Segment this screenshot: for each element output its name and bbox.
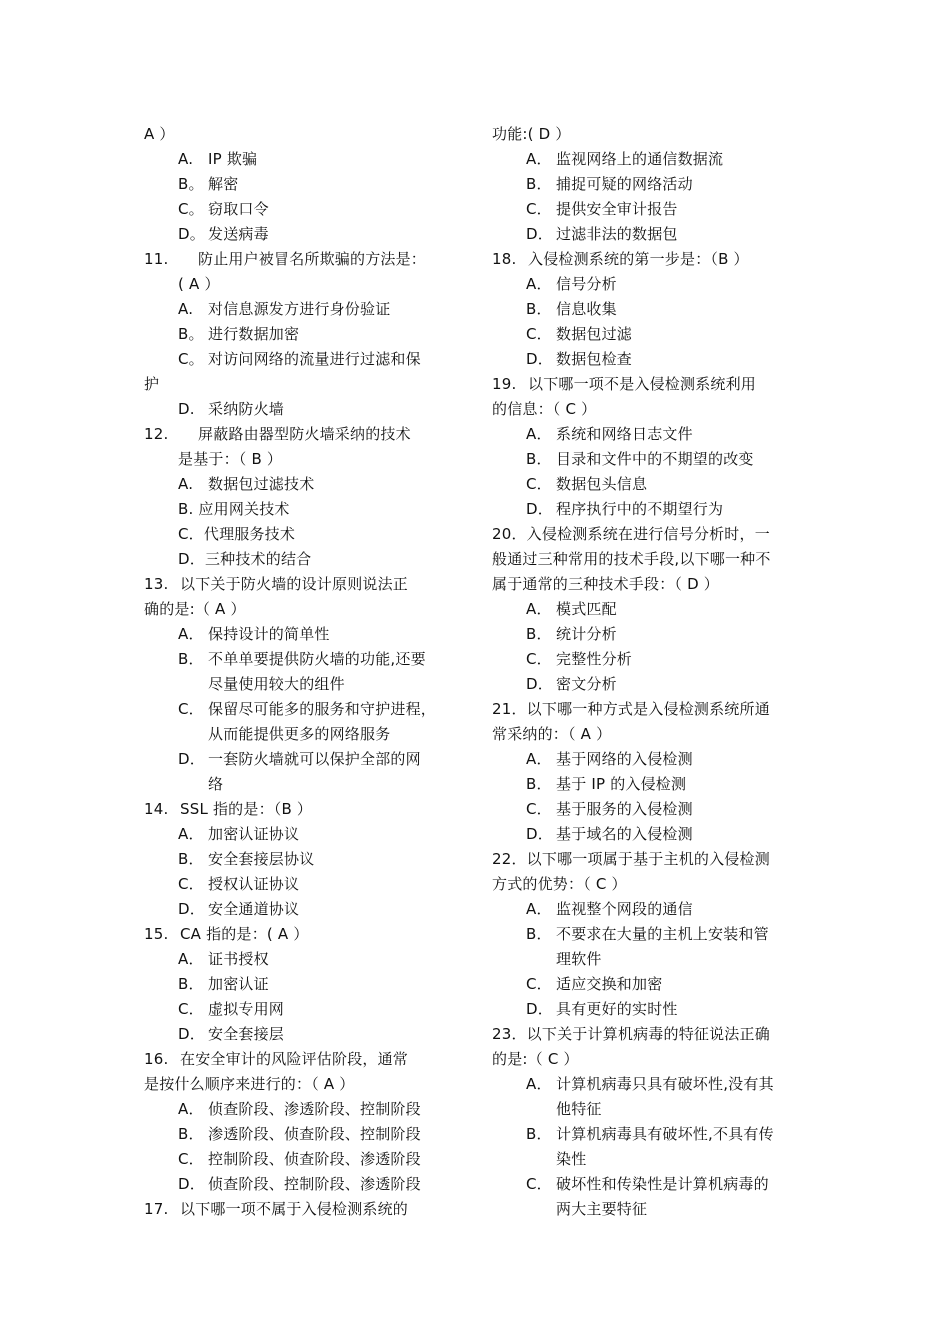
option-marker: A． <box>526 1075 552 1093</box>
option-marker: C。 <box>178 200 204 218</box>
option-text: 密文分析 <box>556 675 617 693</box>
option-line <box>492 322 812 347</box>
option-line <box>144 397 468 422</box>
option-text: C．代理服务技术 <box>178 525 296 543</box>
option-line <box>492 822 812 847</box>
line-text: 22．以下哪一项属于基于主机的入侵检测 <box>492 850 770 868</box>
option-text: 计算机病毒只具有破坏性,没有其 <box>556 1075 774 1093</box>
option-text: 保留尽可能多的服务和守护进程， <box>208 700 437 718</box>
option-text: 完整性分析 <box>556 650 633 668</box>
option-text: 渗透阶段、侦查阶段、控制阶段 <box>208 1125 421 1143</box>
option-text: 基于域名的入侵检测 <box>556 825 693 843</box>
option-text: 证书授权 <box>208 950 269 968</box>
text-line <box>492 572 812 597</box>
option-marker: C． <box>526 800 552 818</box>
option-marker: B． <box>178 975 204 993</box>
option-marker: A． <box>526 150 552 168</box>
option-text: 对访问网络的流量进行过滤和保 <box>208 350 421 368</box>
option-marker: C． <box>526 650 552 668</box>
option-marker: D． <box>178 1175 205 1193</box>
option-line <box>144 1097 468 1122</box>
option-line <box>492 922 812 947</box>
option-marker: A． <box>526 900 552 918</box>
option-text: 尽量使用较大的组件 <box>208 675 345 693</box>
option-line <box>492 347 812 372</box>
option-line <box>144 222 468 247</box>
option-line <box>492 672 812 697</box>
option-line <box>144 1147 468 1172</box>
text-line <box>492 697 812 722</box>
option-marker: A． <box>178 625 204 643</box>
text-line <box>492 847 812 872</box>
option-text: 对信息源发方进行身份验证 <box>208 300 391 318</box>
option-text: 采纳防火墙 <box>208 400 285 418</box>
question-number: 15. <box>144 925 169 943</box>
line-text: 20．入侵检测系统在进行信号分析时，一 <box>492 525 770 543</box>
option-text: 统计分析 <box>556 625 617 643</box>
option-line <box>144 647 468 672</box>
line-text: 护 <box>144 375 160 393</box>
line-text: 常采纳的：（ A ） <box>492 725 612 743</box>
option-marker: B． <box>526 625 552 643</box>
option-text: 是基于：（ B ） <box>178 450 283 468</box>
option-line <box>492 772 812 797</box>
option-line <box>144 897 468 922</box>
option-marker: D． <box>178 1025 205 1043</box>
option-marker: D． <box>526 825 553 843</box>
line-text: 方式的优势：（ C ） <box>492 875 627 893</box>
question-number: 16. <box>144 1050 169 1068</box>
option-text: 程序执行中的不期望行为 <box>556 500 724 518</box>
option-text: 捕捉可疑的网络活动 <box>556 175 693 193</box>
option-text: 两大主要特征 <box>556 1200 648 1218</box>
option-marker: D． <box>526 675 553 693</box>
option-line <box>144 497 468 522</box>
option-text: 模式匹配 <box>556 600 617 618</box>
option-text: 虚拟专用网 <box>208 1000 285 1018</box>
option-text: 染性 <box>556 1150 587 1168</box>
option-text: 监视整个网段的通信 <box>556 900 693 918</box>
option-line <box>492 597 812 622</box>
option-line <box>144 347 468 372</box>
option-text: D．三种技术的结合 <box>178 550 312 568</box>
option-continuation <box>492 1147 812 1172</box>
option-text: 提供安全审计报告 <box>556 200 678 218</box>
option-text: 信息收集 <box>556 300 617 318</box>
option-text: 数据包过滤 <box>556 325 633 343</box>
text-line <box>492 1022 812 1047</box>
option-line <box>492 997 812 1022</box>
option-continuation <box>492 1097 812 1122</box>
option-line <box>492 172 812 197</box>
option-text: 解密 <box>208 175 239 193</box>
text-line <box>144 597 468 622</box>
option-text: 安全套接层 <box>208 1025 285 1043</box>
question-text: 屏蔽路由器型防火墙采纳的技术 <box>198 425 411 443</box>
option-line <box>144 1022 468 1047</box>
option-marker: B． <box>526 925 552 943</box>
option-line <box>144 872 468 897</box>
option-line <box>492 472 812 497</box>
option-marker: C。 <box>178 350 204 368</box>
option-text: 发送病毒 <box>208 225 269 243</box>
question-line <box>144 797 468 822</box>
option-line <box>144 947 468 972</box>
option-line <box>492 747 812 772</box>
option-marker: C． <box>526 1175 552 1193</box>
option-line <box>492 647 812 672</box>
option-text: 安全套接层协议 <box>208 850 315 868</box>
option-line <box>144 172 468 197</box>
line-text: 21．以下哪一种方式是入侵检测系统所通 <box>492 700 770 718</box>
option-marker: A． <box>526 600 552 618</box>
option-line <box>144 1172 468 1197</box>
option-line <box>144 147 468 172</box>
question-number: 17. <box>144 1200 169 1218</box>
question-line <box>144 572 468 597</box>
line-text: 功能:( D ） <box>492 125 571 143</box>
option-text: 授权认证协议 <box>208 875 300 893</box>
option-line <box>144 197 468 222</box>
option-text: 他特征 <box>556 1100 602 1118</box>
option-text: ( A ） <box>178 275 220 293</box>
option-text: 窃取口令 <box>208 200 269 218</box>
option-continuation <box>144 722 468 747</box>
option-text: IP 欺骗 <box>208 150 258 168</box>
text-line <box>492 722 812 747</box>
option-marker: B． <box>178 650 204 668</box>
text-line <box>492 122 812 147</box>
option-text: 进行数据加密 <box>208 325 300 343</box>
option-marker: B。 <box>178 175 204 193</box>
question-text: 以下哪一项不是入侵检测系统利用 <box>528 375 757 393</box>
option-text: 数据包头信息 <box>556 475 648 493</box>
question-line <box>492 247 812 272</box>
option-line <box>492 1172 812 1197</box>
question-line <box>492 372 812 397</box>
question-number: 19. <box>492 375 517 393</box>
option-text: 保持设计的简单性 <box>208 625 330 643</box>
option-line <box>144 697 468 722</box>
option-marker: B． <box>526 300 552 318</box>
option-text: 络 <box>208 775 224 793</box>
line-text: 属于通常的三种技术手段：（ D ） <box>492 575 719 593</box>
option-line <box>144 747 468 772</box>
question-number: 12. <box>144 425 169 443</box>
option-marker: C． <box>526 325 552 343</box>
option-line <box>144 472 468 497</box>
question-text: SSL 指的是：（B ） <box>180 800 313 818</box>
option-marker: A． <box>526 425 552 443</box>
option-text: 基于 IP 的入侵检测 <box>556 775 687 793</box>
option-text: 加密认证 <box>208 975 269 993</box>
option-text: 侦查阶段、控制阶段、渗透阶段 <box>208 1175 421 1193</box>
option-line <box>144 272 468 297</box>
option-text: 目录和文件中的不期望的改变 <box>556 450 754 468</box>
option-text: 计算机病毒具有破坏性,不具有传 <box>556 1125 774 1143</box>
option-line <box>492 422 812 447</box>
question-line <box>144 922 468 947</box>
option-marker: B． <box>526 1125 552 1143</box>
option-text: 理软件 <box>556 950 602 968</box>
right-column <box>492 122 812 1222</box>
text-line <box>492 522 812 547</box>
option-marker: C． <box>178 700 204 718</box>
question-number: 18. <box>492 250 517 268</box>
option-marker: B。 <box>178 325 204 343</box>
option-continuation <box>144 772 468 797</box>
option-line <box>492 222 812 247</box>
option-line <box>492 197 812 222</box>
option-marker: C． <box>526 200 552 218</box>
option-text: 信号分析 <box>556 275 617 293</box>
question-number: 11. <box>144 250 169 268</box>
line-text: A ） <box>144 125 175 143</box>
option-line <box>144 547 468 572</box>
option-marker: A． <box>178 1100 204 1118</box>
option-marker: D． <box>526 225 553 243</box>
text-line <box>492 547 812 572</box>
option-marker: C． <box>526 475 552 493</box>
line-text: 23．以下关于计算机病毒的特征说法正确 <box>492 1025 770 1043</box>
option-line <box>144 1122 468 1147</box>
question-line <box>144 1047 468 1072</box>
option-line <box>144 847 468 872</box>
option-text: 一套防火墙就可以保护全部的网 <box>208 750 421 768</box>
option-continuation <box>492 1197 812 1222</box>
question-text: CA 指的是：( A ） <box>180 925 309 943</box>
option-line <box>144 622 468 647</box>
option-text: 具有更好的实时性 <box>556 1000 678 1018</box>
option-marker: C． <box>526 975 552 993</box>
option-line <box>492 622 812 647</box>
option-line <box>144 997 468 1022</box>
option-marker: D。 <box>178 225 205 243</box>
option-marker: A． <box>178 950 204 968</box>
option-line <box>492 147 812 172</box>
text-line <box>492 397 812 422</box>
option-text: 适应交换和加密 <box>556 975 663 993</box>
option-marker: D． <box>526 350 553 368</box>
option-marker: A． <box>526 275 552 293</box>
option-text: 控制阶段、侦查阶段、渗透阶段 <box>208 1150 421 1168</box>
option-marker: B． <box>526 450 552 468</box>
text-line <box>492 872 812 897</box>
text-line <box>144 372 468 397</box>
option-line <box>492 972 812 997</box>
option-text: 不单单要提供防火墙的功能,还要 <box>208 650 426 668</box>
option-marker: B． <box>526 175 552 193</box>
text-line <box>144 1072 468 1097</box>
option-line <box>492 497 812 522</box>
option-marker: A． <box>526 750 552 768</box>
option-text: 侦查阶段、渗透阶段、控制阶段 <box>208 1100 421 1118</box>
option-text: 系统和网络日志文件 <box>556 425 693 443</box>
option-line <box>492 1072 812 1097</box>
option-line <box>144 447 468 472</box>
option-line <box>144 822 468 847</box>
option-marker: D. <box>178 400 195 418</box>
question-line <box>144 247 468 272</box>
option-continuation <box>492 947 812 972</box>
question-line <box>144 422 468 447</box>
line-text: 是按什么顺序来进行的：（ A ） <box>144 1075 355 1093</box>
option-marker: A. <box>178 475 194 493</box>
option-line <box>492 447 812 472</box>
question-number: 14. <box>144 800 169 818</box>
question-text: 以下哪一项不属于入侵检测系统的 <box>180 1200 409 1218</box>
option-line <box>492 1122 812 1147</box>
option-line <box>492 897 812 922</box>
option-line <box>492 297 812 322</box>
option-text: 数据包检查 <box>556 350 633 368</box>
option-line <box>144 972 468 997</box>
option-marker: B． <box>526 775 552 793</box>
left-column <box>144 122 468 1222</box>
option-text: 加密认证协议 <box>208 825 300 843</box>
option-line <box>144 297 468 322</box>
option-marker: C． <box>178 1000 204 1018</box>
line-text: 确的是:（ A ） <box>144 600 246 618</box>
option-text: 数据包过滤技术 <box>208 475 315 493</box>
option-line <box>492 797 812 822</box>
line-text: 的信息：（ C ） <box>492 400 597 418</box>
option-text: 基于网络的入侵检测 <box>556 750 693 768</box>
option-marker: C． <box>178 1150 204 1168</box>
option-marker: D． <box>178 750 205 768</box>
option-text: 从而能提供更多的网络服务 <box>208 725 391 743</box>
option-text: 监视网络上的通信数据流 <box>556 150 724 168</box>
option-text: 过滤非法的数据包 <box>556 225 678 243</box>
question-text: 防止用户被冒名所欺骗的方法是： <box>198 250 427 268</box>
option-marker: C． <box>178 875 204 893</box>
option-line <box>144 322 468 347</box>
line-text: 的是:（ C ） <box>492 1050 579 1068</box>
option-marker: A. <box>178 300 194 318</box>
option-marker: B． <box>178 1125 204 1143</box>
option-line <box>144 522 468 547</box>
option-marker: D． <box>178 900 205 918</box>
option-marker: A. <box>178 150 194 168</box>
question-text: 入侵检测系统的第一步是：（B ） <box>528 250 749 268</box>
question-text: 以下关于防火墙的设计原则说法正 <box>180 575 409 593</box>
question-line <box>144 1197 468 1222</box>
option-text: 安全通道协议 <box>208 900 300 918</box>
option-continuation <box>144 672 468 697</box>
option-marker: D． <box>526 1000 553 1018</box>
line-text: 般通过三种常用的技术手段,以下哪一种不 <box>492 550 771 568</box>
option-marker: D． <box>526 500 553 518</box>
question-text: 在安全审计的风险评估阶段，通常 <box>180 1050 409 1068</box>
option-line <box>492 272 812 297</box>
text-line <box>492 1047 812 1072</box>
question-number: 13. <box>144 575 169 593</box>
option-text: 基于服务的入侵检测 <box>556 800 693 818</box>
option-text: B. 应用网关技术 <box>178 500 290 518</box>
text-line <box>144 122 468 147</box>
option-marker: A． <box>178 825 204 843</box>
option-text: 破坏性和传染性是计算机病毒的 <box>556 1175 769 1193</box>
option-text: 不要求在大量的主机上安装和管 <box>556 925 769 943</box>
option-marker: B． <box>178 850 204 868</box>
